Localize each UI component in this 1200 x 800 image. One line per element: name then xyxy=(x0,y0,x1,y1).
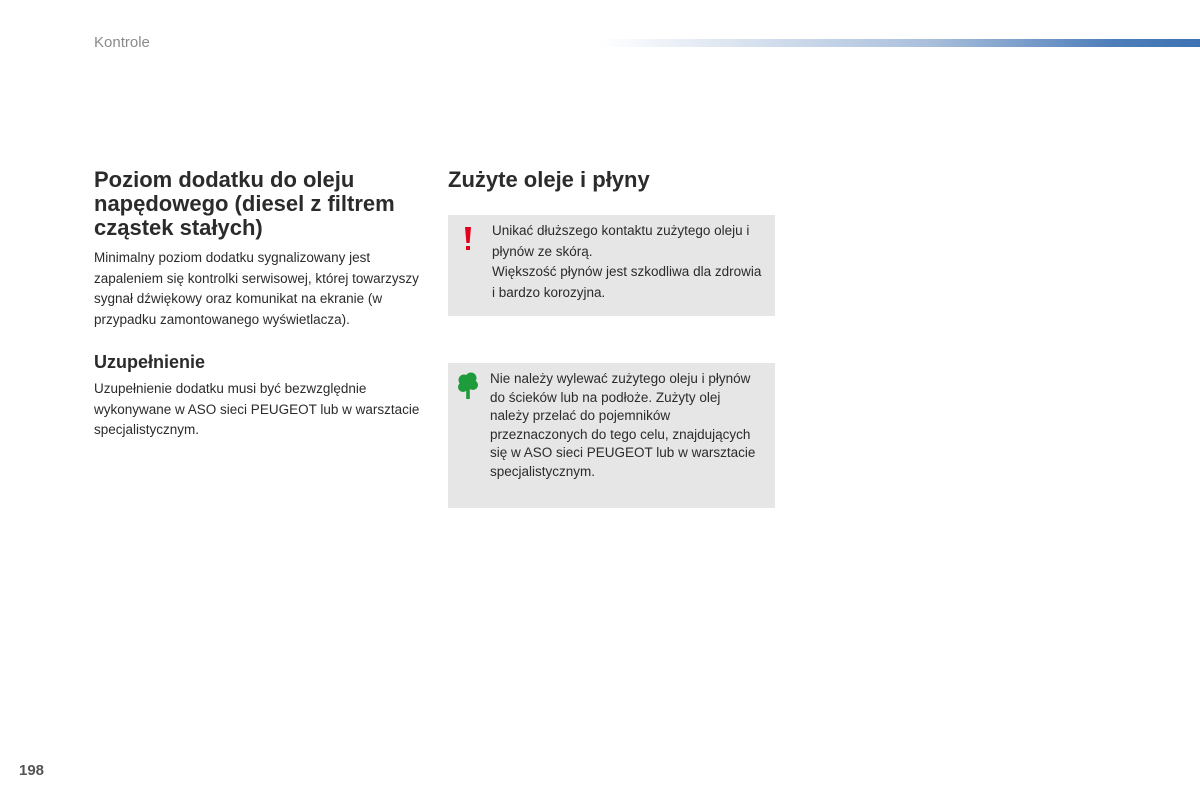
right-column xyxy=(448,168,775,192)
header-gradient-bar xyxy=(600,39,1200,47)
refill-subtitle: Uzupełnienie xyxy=(94,352,206,372)
left-column xyxy=(94,168,424,441)
warning-exclamation-icon xyxy=(456,223,480,253)
section-label: Kontrole xyxy=(94,34,150,51)
additive-level-text: Minimalny poziom dodatku sygnalizowany jest zapaleniem się kontrolki serwisowej, której towarzyszy sygnał dźwiękowy oraz komunikat na ekranie (w przypadku zamontowanego wyświetlacza). xyxy=(94,250,419,327)
warning-box xyxy=(448,215,775,316)
tree-environment-icon xyxy=(456,371,480,401)
used-oils-title: Zużyte oleje i płyny xyxy=(448,167,650,192)
environment-box xyxy=(448,363,775,508)
warning-line-2: Większość płynów jest szkodliwa dla zdrowia i bardzo korozyjna. xyxy=(492,264,762,300)
additive-level-title: Poziom dodatku do oleju napędowego (diesel z filtrem cząstek stałych) xyxy=(94,167,395,240)
warning-text xyxy=(492,221,763,303)
warning-line-1: Unikać dłuższego kontaktu zużytego oleju i płynów ze skórą. xyxy=(492,223,750,259)
page-number: 198 xyxy=(19,762,45,779)
environment-text: Nie należy wylewać zużytego oleju i płynów do ścieków lub na podłoże. Zużyty olej należy przelać do pojemników przeznaczonych do tego celu, znajdujących się w ASO sieci PEUGEOT lub w warsztacie specjalistycznym. xyxy=(490,371,756,479)
refill-text: Uzupełnienie dodatku musi być bezwzględnie wykonywane w ASO sieci PEUGEOT lub w warsztacie specjalistycznym. xyxy=(94,381,420,437)
